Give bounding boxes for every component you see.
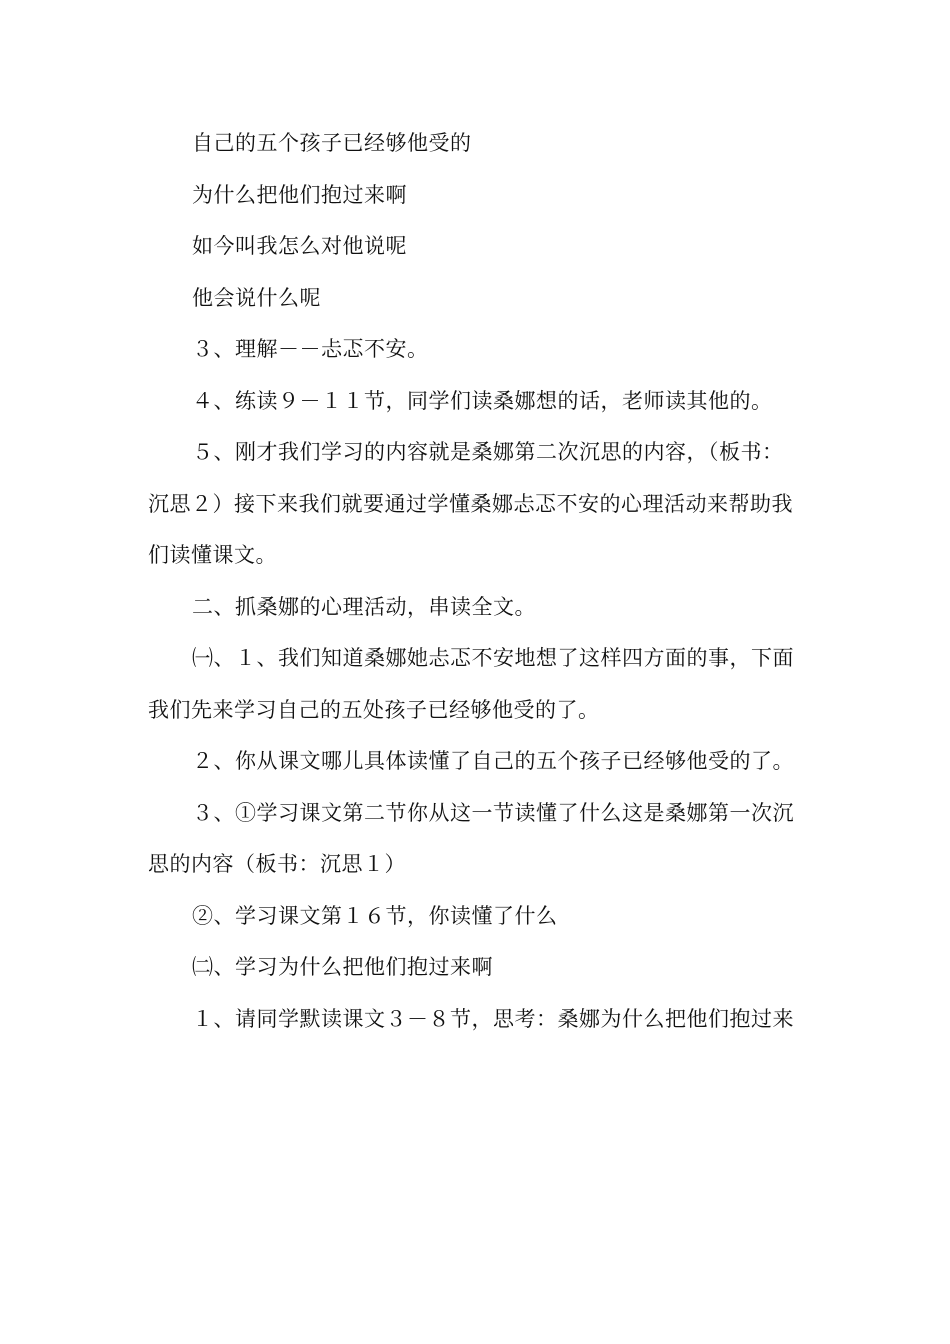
- paragraph-line-4: 他会说什么呢: [192, 285, 321, 310]
- paragraph-step-5: ５、刚才我们学习的内容就是桑娜第二次沉思的内容，（板书：沉思２）接下来我们就要通过学懂桑娜忐忑不安的心理活动来帮助我们读懂课文。: [148, 440, 793, 567]
- paragraph-part-2-item-1: １、请同学默读课文３－８节，思考：桑娜为什么把他们抱过来: [192, 1006, 794, 1031]
- paragraph-part-1-item-3: ３、①学习课文第二节你从这一节读懂了什么这是桑娜第一次沉思的内容（板书：沉思１）: [148, 800, 794, 876]
- paragraph-step-3: ３、理解－－忐忑不安。: [192, 337, 429, 361]
- paragraph-line-3: 如今叫我怎么对他说呢: [192, 234, 407, 258]
- paragraph-part-2-heading: ㈡、学习为什么把他们抱过来啊: [192, 955, 493, 979]
- paragraph-part-1-item-1: ㈠、１、我们知道桑娜她忐忑不安地想了这样四方面的事，下面我们先来学习自己的五处孩子已经够他受的了。: [148, 646, 794, 722]
- paragraph-part-1-item-2: ２、你从课文哪儿具体读懂了自己的五个孩子已经够他受的了。: [192, 749, 794, 773]
- document-body: [148, 118, 800, 1045]
- paragraph-step-4: ４、练读９－１１节，同学们读桑娜想的话，老师读其他的。: [192, 388, 773, 413]
- paragraph-line-2: 为什么把他们抱过来啊: [192, 182, 407, 207]
- paragraph-part-1-item-3b: ②、学习课文第１６节，你读懂了什么: [192, 903, 558, 928]
- section-heading-2: 二、抓桑娜的心理活动，串读全文。: [192, 594, 536, 619]
- paragraph-line-1: 自己的五个孩子已经够他受的: [192, 131, 472, 155]
